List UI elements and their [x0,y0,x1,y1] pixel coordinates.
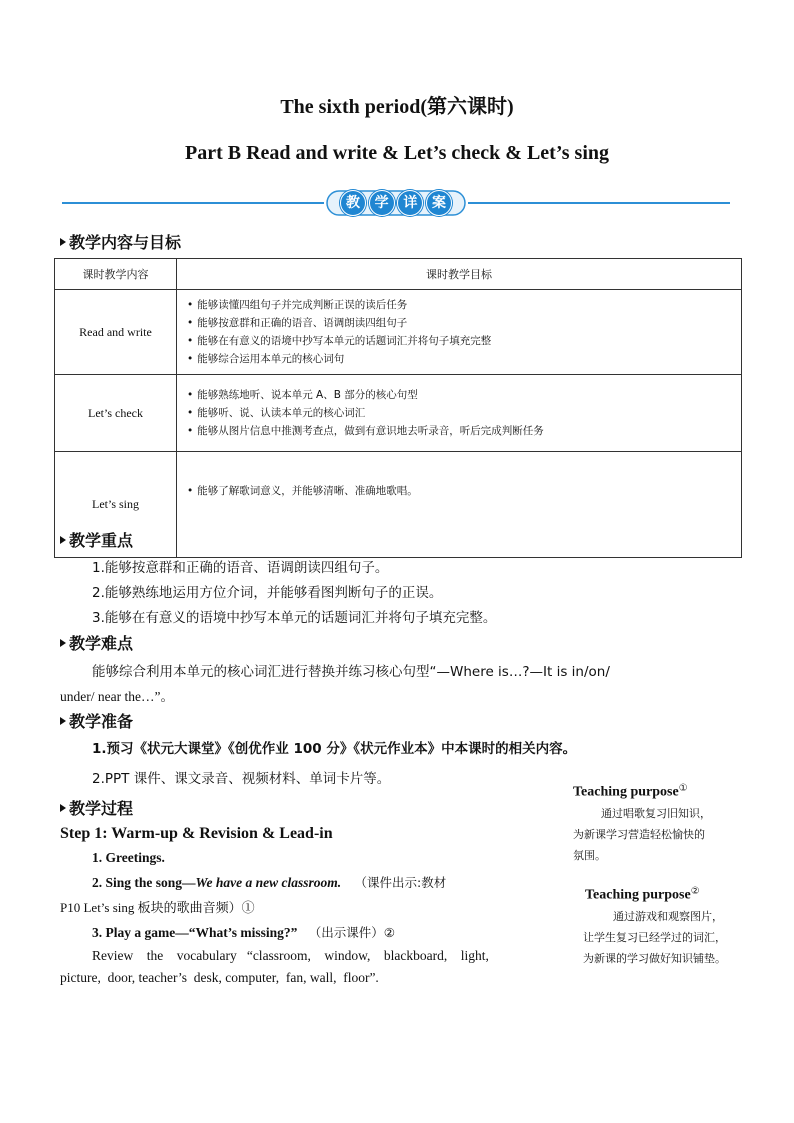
note-line: 通过唱歌复习旧知识， [601,806,711,820]
note-line: 为新课的学习做好知识铺垫。 [583,951,726,965]
table-header-goals: 课时教学目标 [177,259,742,290]
note-line: 为新课学习营造轻松愉快的 [573,827,705,841]
note-mark: ② [690,886,700,897]
process-item-greetings: 1. Greetings. [92,850,165,865]
page-title: The sixth period(第六课时) [280,96,514,118]
table-cell-goals [177,290,742,375]
section-heading-key-points [60,528,133,551]
process-item-game [92,923,395,941]
table-header-content: 课时教学内容 [55,259,177,290]
table-header-row [55,259,742,290]
banner-char: 案 [426,190,452,216]
table-cell-content: Let’s sing [55,452,177,558]
banner-char: 教 [340,190,366,216]
triangle-bullet-icon [60,639,66,647]
section-heading-content-goals [60,230,181,253]
banner-char: 详 [397,190,423,216]
song-label: 2. Sing the song— [92,875,196,890]
difficulty-text-line2: under/ near the…”。 [60,689,174,704]
review-text-line2: picture, door, teacher’s desk, computer, fan, wall, floor”. [60,970,379,985]
banner-line-left [62,202,324,204]
song-title: We have a new classroom. [195,875,342,890]
banner-line-right [468,202,730,204]
teaching-purpose-note-2 [585,881,726,969]
note-line: 氛围。 [573,848,606,862]
review-text-line1: Review the vocabulary “classroom, window, blackboard, light, [92,948,489,963]
process-item-song-line2: P10 Let’s sing 板块的歌曲音频）① [60,900,255,915]
preparation-item: 2.PPT 课件、课文录音、视频材料、单词卡片等。 [92,771,391,787]
note-line: 通过游戏和观察图片， [613,909,723,923]
goal-item: • 能够了解歌词意义，并能够清晰、准确地歌唱。 [187,482,740,500]
goal-item: • 能够按意群和正确的语音、语调朗读四组句子 [187,314,740,332]
section-heading-label: 教学准备 [69,712,134,731]
section-heading-label: 教学过程 [69,799,134,818]
table-cell-content: Read and write [55,290,177,375]
section-heading-process [60,796,133,819]
key-point-item: 2.能够熟练地运用方位介词，并能够看图判断句子的正误。 [92,585,443,601]
table-cell-content: Let’s check [55,375,177,452]
song-note: （课件出示:教材 [354,875,447,890]
note-line: 让学生复习已经学过的词汇， [583,930,726,944]
triangle-bullet-icon [60,717,66,725]
goal-item: • 能够听、说、认读本单元的核心词汇 [187,404,740,422]
section-heading-label: 教学难点 [69,634,134,653]
table-row [55,375,742,452]
note-mark: ① [678,783,688,794]
goal-item: • 能够综合运用本单元的核心词句 [187,350,740,368]
key-point-item: 1.能够按意群和正确的语音、语调朗读四组句子。 [92,560,389,576]
note-title: Teaching purpose [573,784,679,800]
preparation-item: 1.预习《状元大课堂》《创优作业 100 分》《状元作业本》中本课时的相关内容。 [92,741,577,757]
note-title: Teaching purpose [585,887,691,903]
triangle-bullet-icon [60,536,66,544]
section-heading-difficulties [60,631,133,654]
table-cell-goals [177,452,742,558]
goal-item: • 能够熟练地听、说本单元 A、B 部分的核心句型 [187,386,740,404]
table-row [55,452,742,558]
teaching-purpose-note-1 [573,778,711,866]
goal-item: • 能够在有意义的语境中抄写本单元的话题词汇并将句子填充完整 [187,332,740,350]
process-item-song [92,873,446,891]
goal-item: • 能够读懂四组句子并完成判断正误的读后任务 [187,296,740,314]
goal-item: • 能够从图片信息中推测考查点，做到有意识地去听录音，听后完成判断任务 [187,422,740,440]
section-heading-label: 教学重点 [69,531,134,550]
game-note: （出示课件）② [308,925,395,940]
page-subtitle: Part B Read and write & Let’s check & Let’s sing [184,142,609,164]
banner-char: 学 [369,190,395,216]
triangle-bullet-icon [60,804,66,812]
key-point-item: 3.能够在有意义的语境中抄写本单元的话题词汇并将句子填充完整。 [92,610,497,626]
objectives-table [54,258,742,558]
triangle-bullet-icon [60,238,66,246]
banner-title [340,190,452,216]
step-title: Step 1: Warm-up & Revision & Lead-in [60,825,333,842]
game-label: 3. Play a game—“What’s missing?” [92,925,298,940]
difficulty-text-line1: 能够综合利用本单元的核心词汇进行替换并练习核心句型“—Where is…?—It is in/on/ [92,664,610,680]
table-row [55,290,742,375]
table-cell-goals [177,375,742,452]
section-heading-label: 教学内容与目标 [69,233,182,252]
section-heading-preparation [60,709,133,732]
